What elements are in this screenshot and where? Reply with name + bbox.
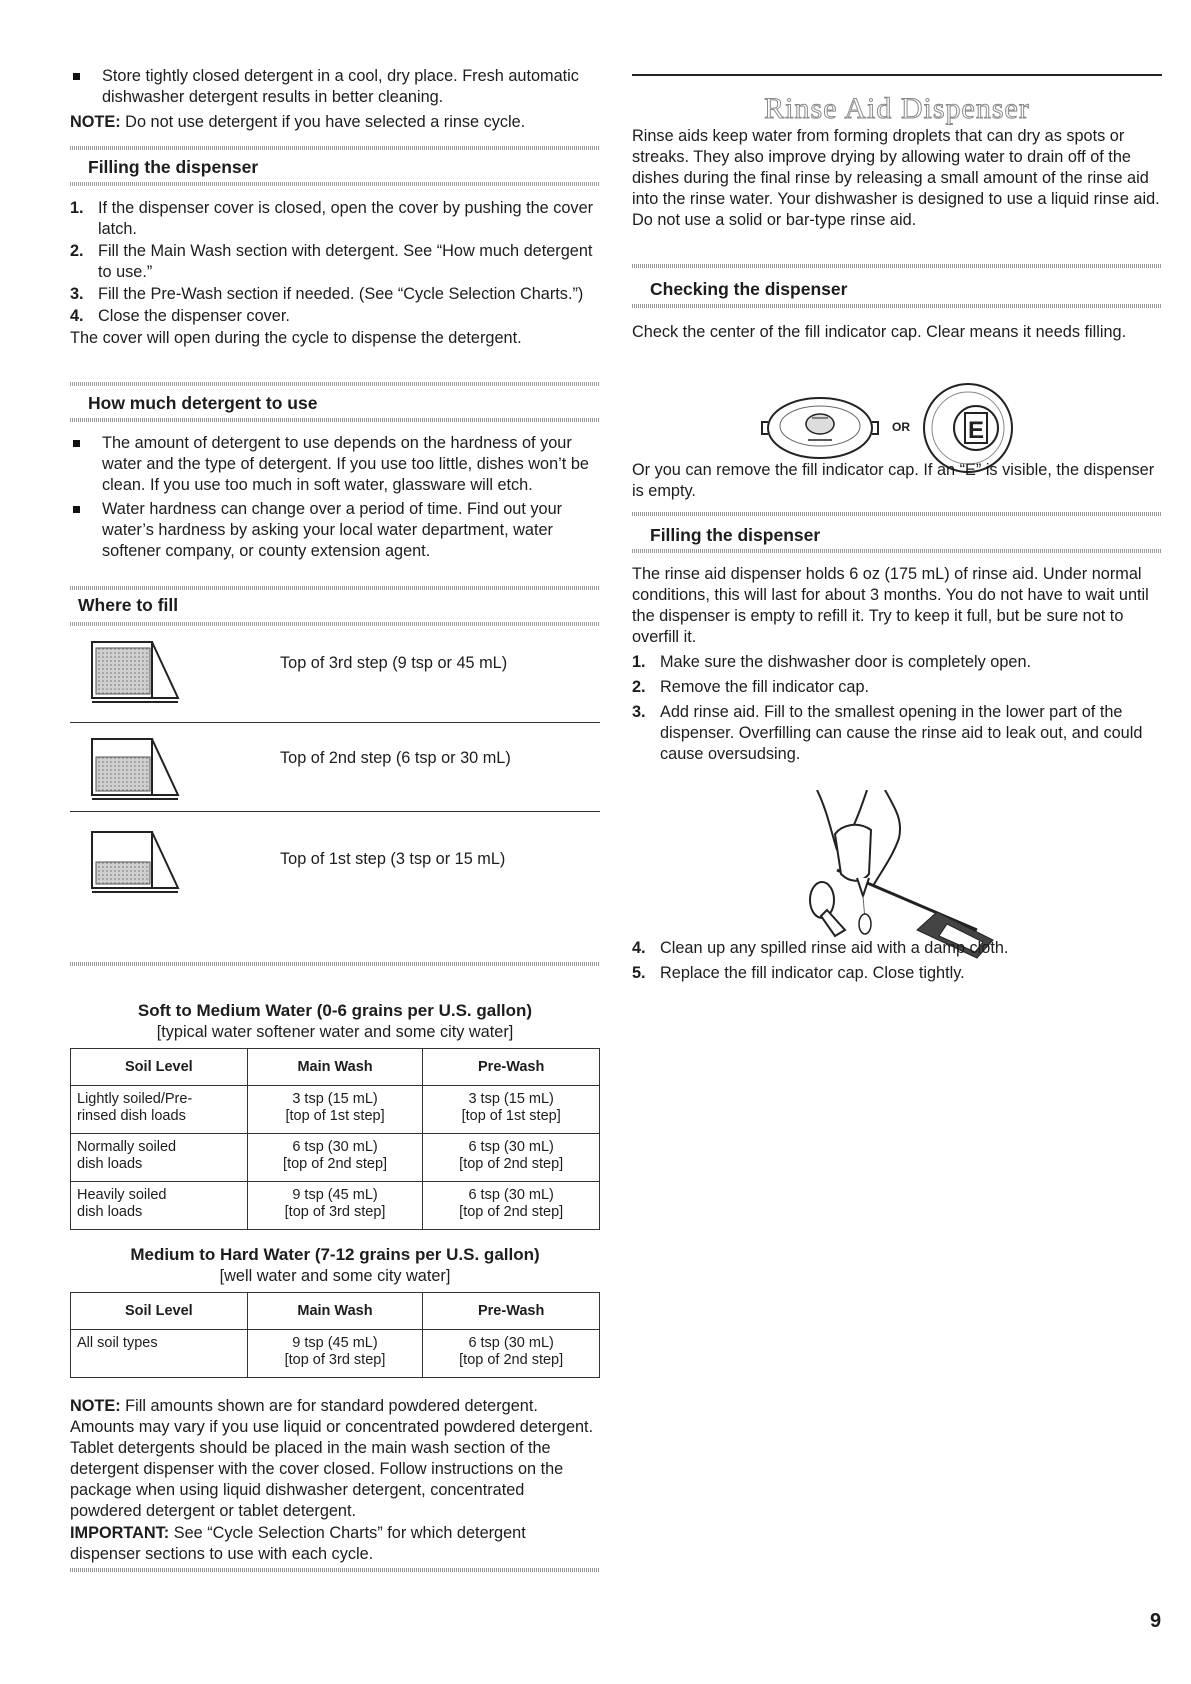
filling-steps — [70, 198, 600, 349]
fill-level-label: Top of 2nd step (6 tsp or 30 mL) — [280, 749, 511, 767]
note-fill-amounts: NOTE: Fill amounts shown are for standard powdered detergent. Amounts may vary if you use liquid or concentrated powdered detergent. Tablet detergents should be placed in the main wash section of the detergent dispenser with the cover closed. Follow instructions on the package when using liquid dishwasher detergent, concentrated powdered detergent or tablet detergent. — [70, 1397, 594, 1520]
hard-water-table-block — [70, 1244, 600, 1378]
table-row: Lightly soiled/Pre- rinsed dish loads 3 tsp (15 mL) [top of 1st step] 3 tsp (15 mL) [top of 1st step] — [71, 1086, 600, 1134]
filling-after: The cover will open during the cycle to dispense the detergent. — [70, 329, 522, 347]
soft-water-table-block — [70, 1000, 600, 1230]
filling-step: 4. Close the dispenser cover. — [70, 307, 290, 325]
rinse-step: 4. Clean up any spilled rinse aid with a damp cloth. — [632, 939, 1009, 957]
checking-text: Check the center of the fill indicator cap. Clear means it needs filling. — [632, 323, 1127, 341]
dispenser-1st-step-icon — [90, 826, 182, 896]
important-note: IMPORTANT: See “Cycle Selection Charts” for which detergent dispenser sections to use with each cycle. — [70, 1524, 526, 1563]
rinse-step: 5. Replace the fill indicator cap. Close tightly. — [632, 964, 965, 982]
filling-step: 2. Fill the Main Wash section with detergent. See “How much detergent to use.” — [70, 242, 593, 281]
filling-step: 1. If the dispenser cover is closed, open the cover by pushing the cover latch. — [70, 199, 594, 238]
filling-heading: Filling the dispenser — [88, 157, 259, 177]
rinse-aid-intro: Rinse aids keep water from forming droplets that can dry as spots or streaks. They also improve drying by allowing water to drain off of the dishes during the final rinse by releasing a small amount of the rinse aid into the rinse water. Your dishwasher is designed to use a liquid rinse aid. Do not use a solid or bar-type rinse aid. — [632, 127, 1160, 229]
checking-heading: Checking the dispenser — [650, 279, 848, 299]
soft-table-subtitle: [typical water softener water and some city water] — [156, 1023, 514, 1041]
rinse-step: 1. Make sure the dishwasher door is completely open. — [632, 653, 1032, 671]
rinse-step: 3. Add rinse aid. Fill to the smallest opening in the lower part of the dispenser. Overfilling can cause the rinse aid to leak out, and could cause oversudsing. — [632, 703, 1143, 763]
fill-level-row — [70, 630, 600, 723]
filling-step: 3. Fill the Pre-Wash section if needed. (See “Cycle Selection Charts.”) — [70, 285, 584, 303]
table-header: Main Wash — [247, 1293, 423, 1330]
table-header: Soil Level — [71, 1049, 248, 1086]
fill-level-row — [70, 723, 600, 812]
page-number: 9 — [1150, 1610, 1162, 1632]
how-much-bullet: Water hardness can change over a period of time. Find out your water’s hardness by asking your local water department, water softener company, or county extension agent. — [70, 499, 600, 562]
cap-letter: E — [967, 417, 985, 444]
where-heading: Where to fill — [78, 595, 179, 615]
table-header: Soil Level — [71, 1293, 248, 1330]
how-much-bullet: The amount of detergent to use depends on the hardness of your water and the type of detergent. If you use too little, dishes won’t be clean. If you use too much in soft water, glassware will etch. — [70, 433, 600, 496]
hard-water-table — [70, 1292, 600, 1378]
fill-level-label: Top of 1st step (3 tsp or 15 mL) — [280, 850, 506, 868]
or-label: OR — [892, 420, 910, 434]
note-no-detergent: NOTE: Do not use detergent if you have selected a rinse cycle. — [70, 113, 526, 131]
table-header: Main Wash — [247, 1049, 423, 1086]
rinse-filling-heading: Filling the dispenser — [650, 525, 821, 545]
intro-bullet: Store tightly closed detergent in a cool, dry place. Fresh automatic dishwasher detergent results in better cleaning. — [70, 66, 600, 108]
table-header: Pre-Wash — [423, 1293, 600, 1330]
dispenser-2nd-step-icon — [90, 733, 182, 803]
dispenser-3rd-step-icon — [90, 636, 182, 706]
how-much-heading: How much detergent to use — [88, 393, 318, 413]
fill-indicator-cap-icon — [760, 388, 880, 468]
checking-after: Or you can remove the fill indicator cap. If an “E” is visible, the dispenser is empty. — [632, 461, 1155, 500]
rinse-filling-text: The rinse aid dispenser holds 6 oz (175 mL) of rinse aid. Under normal conditions, this will last for about 3 months. You do not have to wait until the dispenser is empty to refill it. Try to keep it full, but be sure not to overfill it. — [632, 565, 1149, 646]
table-row: Normally soiled dish loads 6 tsp (30 mL) [top of 2nd step] 6 tsp (30 mL) [top of 2nd step] — [71, 1134, 600, 1182]
hard-table-subtitle: [well water and some city water] — [219, 1267, 451, 1285]
table-row: All soil types 9 tsp (45 mL) [top of 3rd step] 6 tsp (30 mL) [top of 2nd step] — [71, 1330, 600, 1378]
table-header: Pre-Wash — [423, 1049, 600, 1086]
fill-level-label: Top of 3rd step (9 tsp or 45 mL) — [280, 654, 508, 672]
hard-table-title: Medium to Hard Water (7-12 grains per U.S. gallon) — [130, 1245, 540, 1264]
where-to-fill — [70, 630, 600, 908]
pouring-rinse-aid-illustration — [797, 790, 997, 960]
rinse-step: 2. Remove the fill indicator cap. — [632, 678, 870, 696]
soft-table-title: Soft to Medium Water (0-6 grains per U.S. gallon) — [137, 1001, 533, 1020]
soft-water-table — [70, 1048, 600, 1230]
fill-level-row — [70, 812, 600, 908]
table-row: Heavily soiled dish loads 9 tsp (45 mL) [top of 3rd step] 6 tsp (30 mL) [top of 2nd step] — [71, 1182, 600, 1230]
rinse-aid-title: Rinse Aid Dispenser — [764, 92, 1030, 125]
